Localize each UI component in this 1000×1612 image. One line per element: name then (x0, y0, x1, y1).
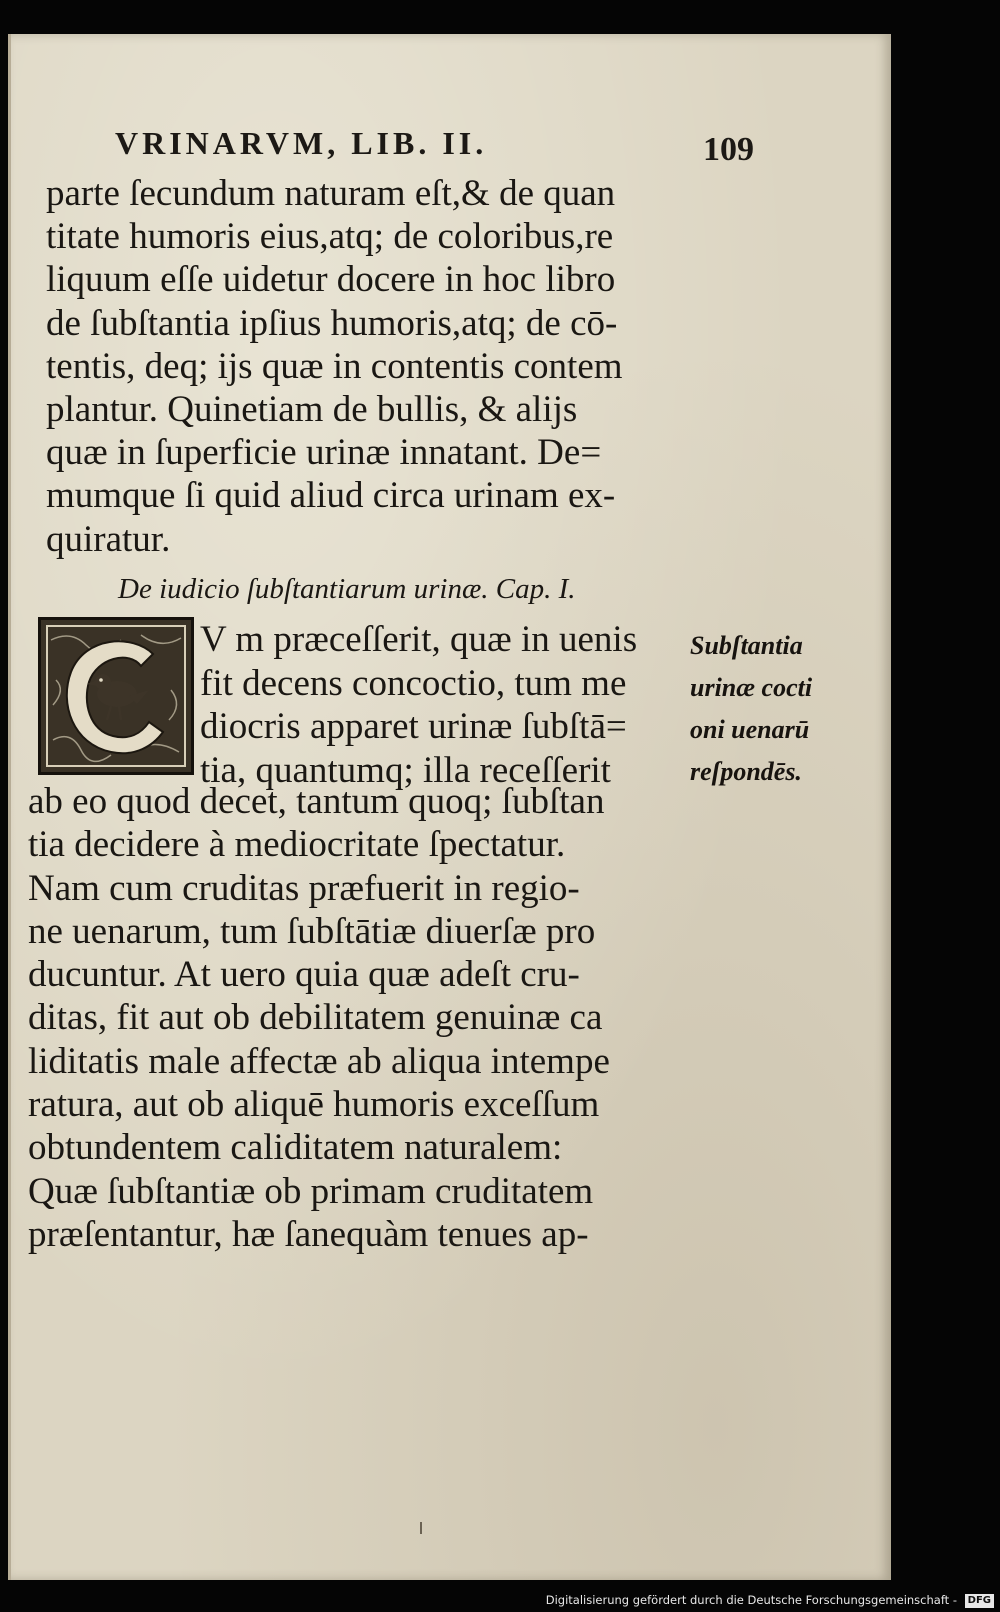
marginal-note (690, 625, 812, 793)
text-line: plantur. Quinetiam de bullis, & alijs (46, 388, 578, 430)
text-line: mumque ſi quid aliud circa urinam ex- (46, 475, 616, 517)
text-line: fit decens concoctio, tum me (200, 662, 627, 704)
text-line: Nam cum cruditas præfuerit in regio- (28, 867, 580, 909)
text-line: quiratur. (46, 518, 171, 560)
text-line: parte ſecundum naturam eſt,& de quan (46, 173, 616, 214)
page-header (115, 125, 775, 173)
text-line: V m præceſſerit, quæ in uenis (200, 619, 638, 660)
ink-mark (420, 1522, 422, 1534)
text-line: liquum eſſe uidetur docere in hoc libro (46, 259, 616, 301)
text-line: ne uenarum, tum ſubſtātiæ diuerſæ pro (28, 910, 596, 952)
page-number: 109 (703, 131, 754, 168)
marginal-note-line: reſpondēs. (690, 757, 802, 786)
text-line: ditas, fit aut ob debilitatem genuinæ ca (28, 997, 603, 1039)
paragraph-beside-initial (200, 618, 637, 792)
text-line: Quæ ſubſtantiæ ob primam cruditatem (28, 1170, 594, 1212)
intro-paragraph (46, 172, 623, 561)
text-line: ab eo quod decet, tantum quoq; ſubſtan (28, 781, 605, 822)
digitization-credit (546, 1590, 994, 1610)
text-line: ducuntur. At uero quia quæ adeſt cru- (28, 954, 580, 996)
text-line: diocris apparet urinæ ſubſtā= (200, 706, 627, 747)
marginal-note-line: urinæ cocti (690, 673, 813, 702)
text-line: titate humoris eius,atq; de coloribus,re (46, 216, 614, 258)
text-line: quæ in ſuperficie urinæ innatant. De= (46, 432, 602, 474)
text-line: ratura, aut ob aliquē humoris exceſſum (28, 1084, 600, 1126)
marginal-note-line: oni uenarū (690, 715, 810, 744)
text-line: liditatis male affectæ ab aliqua intempe (28, 1040, 610, 1082)
dfg-logo-icon: DFG (965, 1594, 994, 1608)
text-line: tia decidere à mediocritate ſpectatur. (28, 824, 566, 866)
chapter-heading: De iudicio ſubſtantiarum urinæ. Cap. I. (118, 573, 576, 605)
text-line: præſentantur, hæ ſanequàm tenues ap- (28, 1213, 589, 1255)
text-line: obtundentem caliditatem naturalem: (28, 1127, 563, 1169)
running-head: VRINARVM, LIB. II. (115, 125, 488, 161)
text-line: de ſubſtantia ipſius humoris,atq; de cō- (46, 302, 618, 344)
credit-text: Digitalisierung gefördert durch die Deutsche Forschungsgemeinschaft - (545, 1593, 957, 1607)
text-line: tentis, deq; ijs quæ in contentis contem (46, 345, 623, 387)
text-line: tia, quantumq; illa receſſerit (200, 749, 611, 791)
decorated-initial-icon (38, 617, 194, 775)
marginal-note-line: Subſtantia (690, 631, 803, 660)
main-paragraph (28, 780, 610, 1256)
